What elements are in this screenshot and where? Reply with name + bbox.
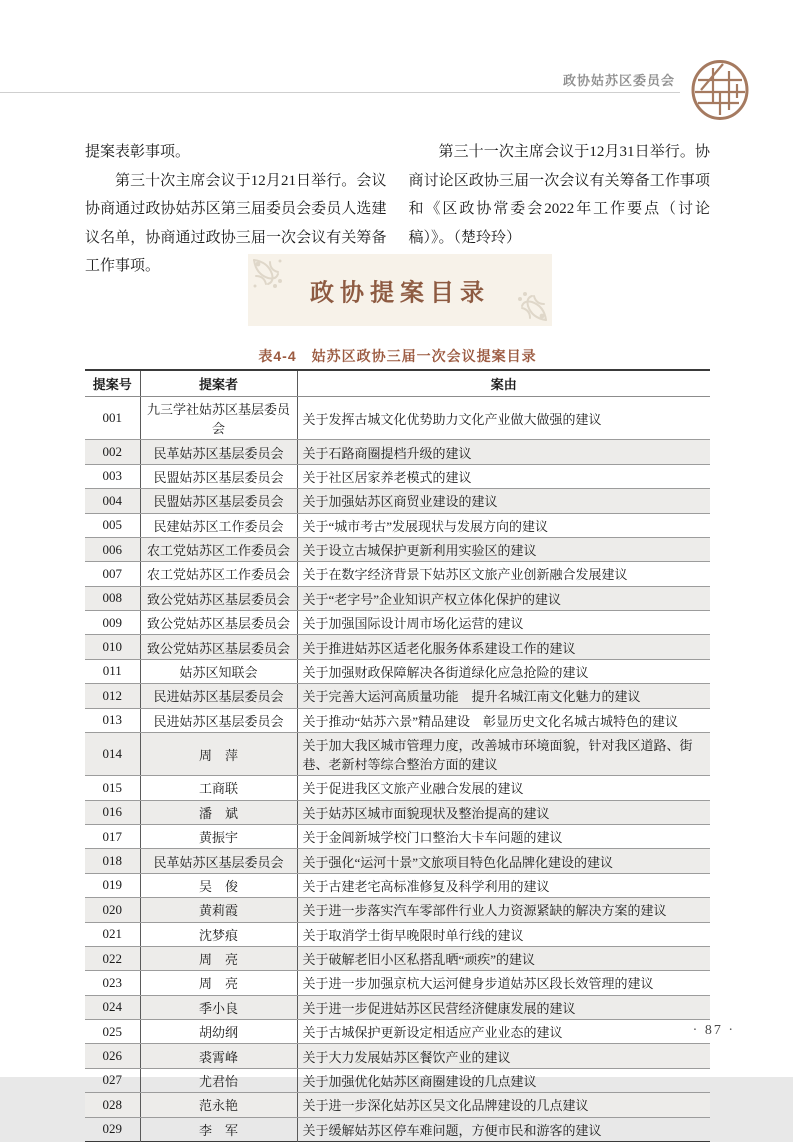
table-row	[85, 922, 710, 946]
header-divider	[0, 92, 680, 93]
proposer-cell: 吴 俊	[140, 873, 297, 897]
proposal-number-cell: 022	[85, 946, 140, 970]
subject-cell: 关于完善大运河高质量功能 提升名城江南文化魅力的建议	[297, 684, 710, 708]
proposer-cell: 农工党姑苏区工作委员会	[140, 537, 297, 561]
section-title: 政协提案目录	[310, 279, 490, 307]
table-row	[85, 1068, 710, 1092]
proposer-cell: 胡幼纲	[140, 1020, 297, 1044]
proposer-cell: 李 军	[140, 1117, 297, 1141]
proposal-number-cell: 023	[85, 971, 140, 995]
proposal-number-cell: 028	[85, 1093, 140, 1117]
proposal-number-cell: 024	[85, 995, 140, 1019]
page-header	[0, 58, 793, 128]
proposal-number-cell: 008	[85, 586, 140, 610]
table-row	[85, 708, 710, 732]
column-header-proposal-number: 提案号	[85, 370, 140, 397]
table-row	[85, 397, 710, 440]
table-row	[85, 586, 710, 610]
proposer-cell: 季小良	[140, 995, 297, 1019]
proposal-number-cell: 002	[85, 440, 140, 464]
proposal-number-cell: 001	[85, 397, 140, 440]
proposer-cell: 姑苏区知联会	[140, 659, 297, 683]
table-row	[85, 440, 710, 464]
lattice-seal-icon	[689, 58, 751, 122]
column-header-subject: 案由	[297, 370, 710, 397]
table-row	[85, 684, 710, 708]
proposal-number-cell: 026	[85, 1044, 140, 1068]
subject-cell: 关于社区居家养老模式的建议	[297, 464, 710, 488]
table-row	[85, 825, 710, 849]
proposer-cell: 民盟姑苏区基层委员会	[140, 489, 297, 513]
subject-cell: 关于“老字号”企业知识产权立体化保护的建议	[297, 586, 710, 610]
subject-cell: 关于在数字经济背景下姑苏区文旅产业创新融合发展建议	[297, 562, 710, 586]
proposal-number-cell: 007	[85, 562, 140, 586]
proposal-number-cell: 011	[85, 659, 140, 683]
proposer-cell: 民进姑苏区基层委员会	[140, 684, 297, 708]
table-row	[85, 1117, 710, 1141]
proposal-number-cell: 010	[85, 635, 140, 659]
subject-cell: 关于推进姑苏区适老化服务体系建设工作的建议	[297, 635, 710, 659]
subject-cell: 关于姑苏区城市面貌现状及整治提高的建议	[297, 800, 710, 824]
table-row	[85, 800, 710, 824]
proposal-number-cell: 005	[85, 513, 140, 537]
proposal-number-cell: 006	[85, 537, 140, 561]
subject-cell: 关于破解老旧小区私搭乱晒“顽疾”的建议	[297, 946, 710, 970]
subject-cell: 关于加强财政保障解决各街道绿化应急抢险的建议	[297, 659, 710, 683]
proposal-number-cell: 018	[85, 849, 140, 873]
subject-cell: 关于金阊新城学校门口整治大卡车问题的建议	[297, 825, 710, 849]
subject-cell: 关于进一步促进姑苏区民营经济健康发展的建议	[297, 995, 710, 1019]
table-row	[85, 635, 710, 659]
proposer-cell: 周 亮	[140, 946, 297, 970]
proposer-cell: 工商联	[140, 776, 297, 800]
subject-cell: 关于进一步深化姑苏区吴文化品牌建设的几点建议	[297, 1093, 710, 1117]
subject-cell: 关于“城市考古”发展现状与发展方向的建议	[297, 513, 710, 537]
proposal-number-cell: 019	[85, 873, 140, 897]
subject-cell: 关于大力发展姑苏区餐饮产业的建议	[297, 1044, 710, 1068]
table-caption: 表4-4 姑苏区政协三届一次会议提案目录	[258, 348, 537, 364]
table-header-row	[85, 370, 710, 397]
section-banner	[248, 254, 552, 326]
table-row	[85, 562, 710, 586]
table-row	[85, 537, 710, 561]
subject-cell: 关于设立古城保护更新利用实验区的建议	[297, 537, 710, 561]
proposal-number-cell: 025	[85, 1020, 140, 1044]
proposer-cell: 民进姑苏区基层委员会	[140, 708, 297, 732]
proposer-cell: 致公党姑苏区基层委员会	[140, 586, 297, 610]
table-row	[85, 1044, 710, 1068]
proposal-number-cell: 014	[85, 732, 140, 775]
proposal-number-cell: 016	[85, 800, 140, 824]
proposer-cell: 沈梦痕	[140, 922, 297, 946]
proposal-number-cell: 003	[85, 464, 140, 488]
proposal-number-cell: 017	[85, 825, 140, 849]
subject-cell: 关于缓解姑苏区停车难问题，方便市民和游客的建议	[302, 1122, 602, 1138]
proposer-cell: 裘霄峰	[140, 1044, 297, 1068]
subject-cell: 关于进一步落实汽车零部件行业人力资源紧缺的解决方案的建议	[297, 898, 710, 922]
subject-cell: 关于加强姑苏区商贸业建设的建议	[297, 489, 710, 513]
subject-cell: 关于加大我区城市管理力度，改善城市环境面貌，针对我区道路、街巷、老新村等综合整治方面的建议	[297, 732, 710, 775]
subject-cell: 关于加强国际设计周市场化运营的建议	[297, 611, 710, 635]
proposal-number-cell: 012	[85, 684, 140, 708]
proposal-number-cell: 004	[85, 489, 140, 513]
proposer-cell: 潘 斌	[140, 800, 297, 824]
proposer-cell: 范永艳	[140, 1093, 297, 1117]
proposal-number-cell: 009	[85, 611, 140, 635]
table-row	[85, 971, 710, 995]
proposer-cell: 民革姑苏区基层委员会	[140, 849, 297, 873]
table-row	[85, 849, 710, 873]
proposal-number-cell: 020	[85, 898, 140, 922]
subject-cell: 关于促进我区文旅产业融合发展的建议	[297, 776, 710, 800]
proposer-cell: 民建姑苏区工作委员会	[140, 513, 297, 537]
subject-cell: 关于进一步加强京杭大运河健身步道姑苏区段长效管理的建议	[297, 971, 710, 995]
paragraph: 第三十次主席会议于12月21日举行。会议协商通过政协姑苏区第三届委员会委员人选建议名单，协商通过政协三届一次会议有关筹备工作事项。	[85, 172, 387, 274]
table-row	[85, 464, 710, 488]
running-head: 政协姑苏区委员会	[562, 73, 675, 88]
proposer-cell: 九三学社姑苏区基层委员会	[140, 397, 297, 440]
column-header-proposer: 提案者	[140, 370, 297, 397]
proposer-cell: 致公党姑苏区基层委员会	[140, 611, 297, 635]
proposer-cell: 民革姑苏区基层委员会	[140, 440, 297, 464]
subject-cell: 关于古城保护更新设定相适应产业业态的建议	[297, 1020, 710, 1044]
proposer-cell: 黄莉霞	[140, 898, 297, 922]
page-number: · 87 ·	[692, 1023, 735, 1038]
proposer-cell: 黄振宇	[140, 825, 297, 849]
proposal-number-cell: 015	[85, 776, 140, 800]
table-row	[85, 1093, 710, 1117]
paragraph: 第三十一次主席会议于12月31日举行。协商讨论区政协三届一次会议有关筹备工作事项和《区政协常委会2022年工作要点（讨论稿）》。（楚玲玲）	[408, 144, 710, 246]
table-row	[85, 898, 710, 922]
proposer-cell: 致公党姑苏区基层委员会	[140, 635, 297, 659]
table-row	[85, 732, 710, 775]
proposer-cell: 农工党姑苏区工作委员会	[140, 562, 297, 586]
proposer-cell: 尤君怡	[140, 1068, 297, 1092]
table-row	[85, 946, 710, 970]
table-row	[85, 513, 710, 537]
paragraph: 提案表彰事项。	[85, 144, 191, 160]
table-row	[85, 659, 710, 683]
subject-cell: 关于石路商圈提档升级的建议	[297, 440, 710, 464]
table-row	[85, 611, 710, 635]
subject-cell: 关于古建老宅高标准修复及科学利用的建议	[297, 873, 710, 897]
table-row	[85, 995, 710, 1019]
subject-cell: 关于发挥古城文化优势助力文化产业做大做强的建议	[297, 397, 710, 440]
table-row	[85, 873, 710, 897]
proposal-number-cell: 013	[85, 708, 140, 732]
proposer-cell: 周 亮	[140, 971, 297, 995]
proposer-cell: 周 萍	[140, 732, 297, 775]
proposal-number-cell: 027	[85, 1068, 140, 1092]
proposal-number-cell: 029	[85, 1117, 140, 1141]
table-row	[85, 489, 710, 513]
table-row	[85, 776, 710, 800]
proposer-cell: 民盟姑苏区基层委员会	[140, 464, 297, 488]
subject-cell: 关于强化“运河十景”文旅项目特色化品牌化建设的建议	[297, 849, 710, 873]
subject-cell: 关于推动“姑苏六景”精品建设 彰显历史文化名城古城特色的建议	[297, 708, 710, 732]
subject-cell: 关于取消学士街早晚限时单行线的建议	[297, 922, 710, 946]
subject-cell: 关于加强优化姑苏区商圈建设的几点建议	[297, 1068, 710, 1092]
proposal-number-cell: 021	[85, 922, 140, 946]
